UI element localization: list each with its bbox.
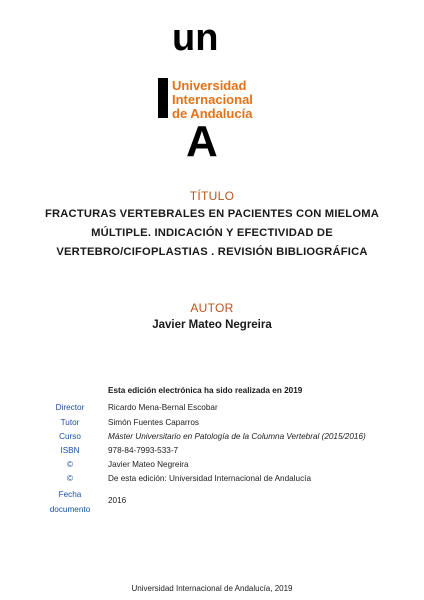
- meta-key-fecha-line2: documento: [49, 505, 91, 514]
- title-line-2: MÚLTIPLE. INDICACIÓN Y EFECTIVIDAD DE: [91, 227, 333, 239]
- logo-name-line1: Universidad: [172, 78, 247, 93]
- title-line-3: VERTEBRO/CIFOPLASTIAS . REVISIÓN BIBLIOGRÁFICA: [56, 246, 368, 258]
- meta-value-director: Ricardo Mena-Bernal Escobar: [108, 403, 218, 412]
- meta-key-isbn: ISBN: [60, 446, 80, 455]
- logo-mark-a: A: [186, 117, 218, 166]
- meta-value-tutor: Simón Fuentes Caparros: [108, 418, 200, 427]
- meta-key-fecha-line1: Fecha: [58, 490, 82, 499]
- meta-value-fecha: 2016: [108, 496, 127, 505]
- meta-key-copyright-edition: ©: [66, 474, 74, 483]
- meta-key-tutor: Tutor: [60, 418, 80, 427]
- author-name: Javier Mateo Negreira: [152, 319, 272, 331]
- logo-mark-un: un: [172, 17, 219, 59]
- title-label: TÍTULO: [189, 189, 235, 203]
- meta-key-director: Director: [55, 403, 85, 412]
- meta-value-isbn: 978-84-7993-533-7: [108, 446, 179, 455]
- title-line-1: FRACTURAS VERTEBRALES EN PACIENTES CON MIELOMA: [44, 208, 380, 220]
- footer-text: Universidad Internacional de Andalucía, 2019: [131, 584, 293, 593]
- meta-key-curso: Curso: [59, 432, 81, 441]
- university-logo: [168, 17, 278, 166]
- logo-i-stem: [158, 78, 168, 118]
- logo-name-line2: Internacional: [172, 92, 253, 107]
- author-label: AUTOR: [190, 301, 234, 315]
- edition-note: Esta edición electrónica ha sido realizada en 2019: [108, 386, 303, 395]
- meta-key-copyright-author: ©: [66, 460, 74, 469]
- meta-value-copyright-author: Javier Mateo Negreira: [108, 460, 189, 469]
- meta-value-curso: Máster Universitario en Patología de la Columna Vertebral (2015/2016): [108, 432, 366, 441]
- logo-name-line3: de Andalucía: [172, 106, 253, 121]
- meta-value-copyright-edition: De esta edición: Universidad Internacional de Andalucía: [108, 474, 311, 483]
